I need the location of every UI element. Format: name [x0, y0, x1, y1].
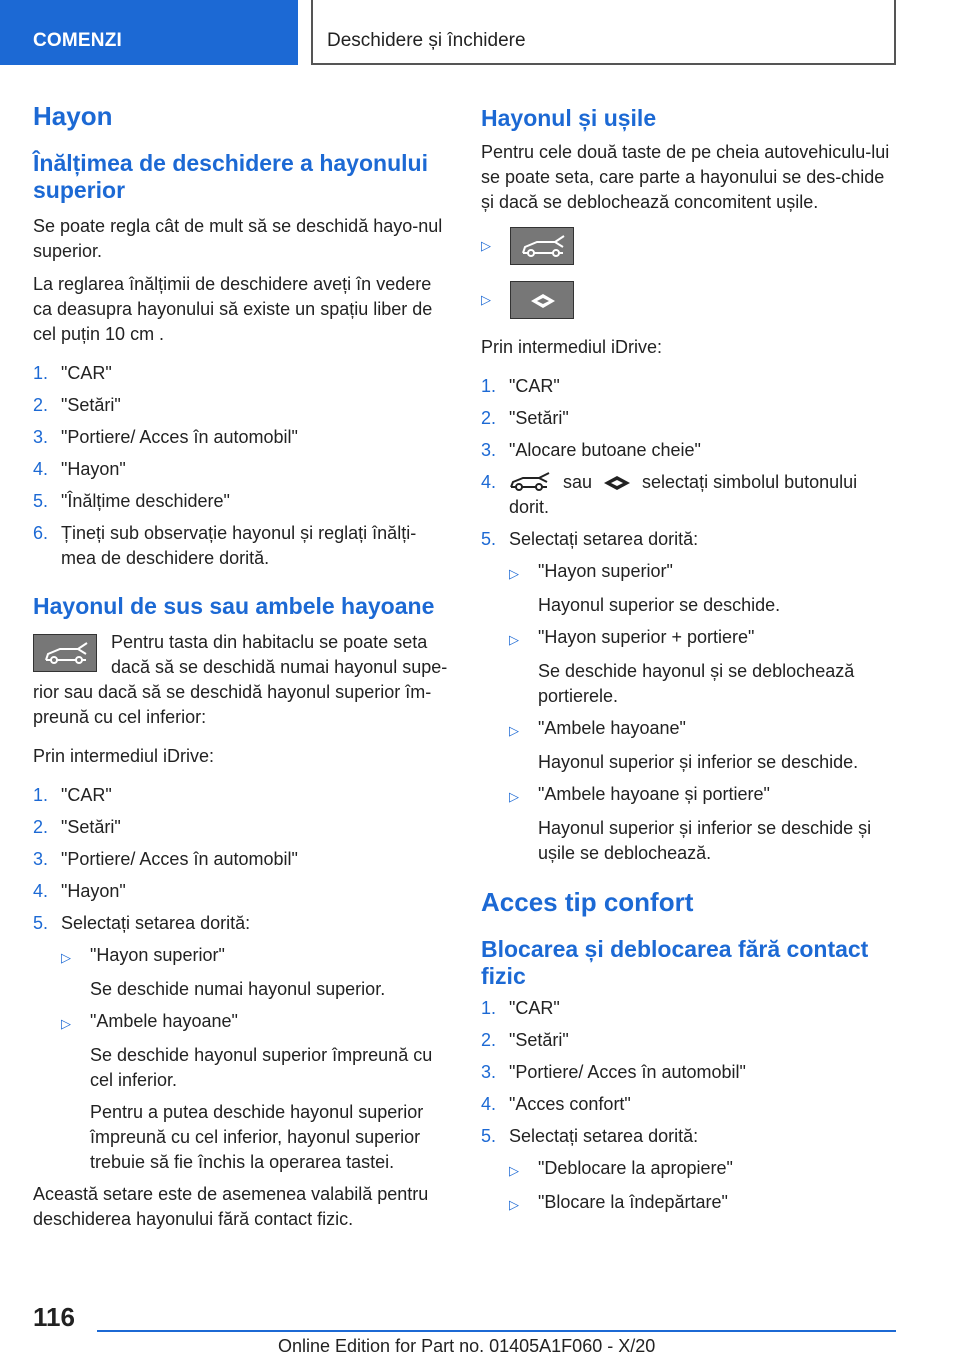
sub-item: ▷ "Deblocare la apropiere": [509, 1156, 899, 1183]
sub-list: [509, 559, 899, 866]
list-item: 3. "Portiere/ Acces în automobil": [481, 1062, 746, 1082]
left-column: [33, 100, 451, 1240]
heading-tailgate-doors: Hayonul și ușile: [481, 105, 657, 131]
numbered-list: [33, 783, 451, 936]
list-item: 6. Țineți sub observație hayonul și reglați înălți-mea de deschidere dorită.: [33, 523, 417, 568]
list-item: 4. "Acces confort": [481, 1094, 631, 1114]
sub-item: ▷ "Hayon superior": [61, 943, 451, 970]
heading-upper-or-both: Hayonul de sus sau ambele hayoane: [33, 593, 435, 619]
list-item: 1. "CAR": [481, 998, 560, 1018]
list-item: 4. "Hayon": [33, 881, 126, 901]
list-item: 3. "Portiere/ Acces în automobil": [33, 427, 298, 447]
sub-item: ▷ "Ambele hayoane": [61, 1009, 451, 1036]
triangle-bullet-icon: ▷: [481, 292, 491, 307]
triangle-bullet-icon: ▷: [509, 566, 519, 581]
list-item: 5. "Înălțime deschidere": [33, 491, 230, 511]
chapter-tab: [311, 0, 896, 65]
heading-contactless-lock: Blocarea și deblocarea fără contact fizic: [481, 936, 869, 989]
bmw-key-icon: [600, 473, 634, 493]
list-item: 3. "Alocare butoane cheie": [481, 440, 701, 460]
section-label: COMENZI: [33, 30, 123, 51]
list-item: 5. Selectați setarea dorită:: [33, 913, 251, 933]
triangle-bullet-icon: ▷: [509, 632, 519, 647]
paragraph: Această setare este de asemenea valabilă pentru deschiderea hayonului fără contact fizic.: [33, 1184, 429, 1229]
right-column: [481, 100, 899, 1224]
list-item: 2. "Setări": [481, 1030, 569, 1050]
page-number: 116: [33, 1302, 75, 1332]
triangle-bullet-icon: ▷: [61, 950, 71, 965]
paragraph: Pentru tasta din habitaclu se poate seta dacă să se deschidă numai hayonul supe-rior sau dacă să se deschidă hayonul superior îm-preună cu cel inferior:: [33, 632, 448, 727]
bmw-key-icon: [510, 281, 574, 319]
numbered-list: [33, 361, 451, 571]
sub-item: ▷ "Ambele hayoane": [509, 716, 899, 743]
sub-item-desc: Pentru a putea deschide hayonul superior împreună cu cel inferior, hayonul superior trebuie să fie închis la operarea tastei.: [90, 1102, 424, 1172]
triangle-bullet-icon: ▷: [509, 1163, 519, 1178]
sub-item-desc: Hayonul superior și inferior se deschide.: [538, 752, 859, 772]
sub-item-desc: Se deschide hayonul superior împreună cu cel inferior.: [90, 1045, 433, 1090]
footer-divider: [97, 1330, 896, 1332]
list-item: 1. "CAR": [33, 785, 112, 805]
list-item: 4. "Hayon": [33, 459, 126, 479]
triangle-bullet-icon: ▷: [509, 1197, 519, 1212]
section-tab: [0, 0, 298, 65]
heading-opening-height: Înălțimea de deschidere a hayonului superior: [33, 150, 428, 203]
numbered-list: [481, 374, 899, 552]
paragraph: Prin intermediul iDrive:: [33, 746, 215, 766]
sub-item-desc: Hayonul superior se deschide.: [538, 595, 781, 615]
sub-item: ▷ "Blocare la îndepărtare": [509, 1190, 899, 1217]
chapter-label: Deschidere și închidere: [327, 30, 526, 51]
list-item: 4. sau selectați simbolul butonului dorit.: [481, 472, 858, 517]
heading-comfort-access: Acces tip confort: [481, 887, 694, 917]
list-item: 2. "Setări": [481, 408, 569, 428]
list-item: 5. Selectați setarea dorită:: [481, 1126, 699, 1146]
list-item: 3. "Portiere/ Acces în automobil": [33, 849, 298, 869]
sub-item: ▷ "Hayon superior": [509, 559, 899, 586]
sub-list: [509, 1156, 899, 1217]
triangle-bullet-icon: ▷: [509, 789, 519, 804]
list-item: 2. "Setări": [33, 395, 121, 415]
triangle-bullet-icon: ▷: [481, 238, 491, 253]
paragraph: La reglarea înălțimii de deschidere aveți în vedere ca deasupra hayonului să existe un spațiu liber de cel puțin 10 cm .: [33, 274, 433, 344]
list-item: 5. Selectați setarea dorită:: [481, 529, 699, 549]
sub-item: ▷ "Ambele hayoane și portiere": [509, 782, 899, 809]
triangle-bullet-icon: ▷: [509, 723, 519, 738]
sub-item-desc: Se deschide hayonul și se deblochează portierele.: [538, 661, 855, 706]
numbered-list: [481, 996, 899, 1149]
key-button-item: [481, 227, 899, 265]
paragraph: Prin intermediul iDrive:: [481, 337, 663, 357]
list-item: 2. "Setări": [33, 817, 121, 837]
paragraph: Se poate regla cât de mult să se deschidă hayo-nul superior.: [33, 216, 443, 261]
heading-hayon: Hayon: [33, 101, 113, 131]
sub-item-desc: Se deschide numai hayonul superior.: [90, 979, 386, 999]
paragraph: Pentru cele două taste de pe cheia autovehiculu-lui se poate seta, care parte a hayonului se des-chide și dacă se deblochează concomitent ușile.: [481, 142, 890, 212]
tailgate-key-icon: [510, 227, 574, 265]
sub-item: ▷ "Hayon superior + portiere": [509, 625, 899, 652]
list-item: 1. "CAR": [481, 376, 560, 396]
list-item: 1. "CAR": [33, 363, 112, 383]
sub-item-desc: Hayonul superior și inferior se deschide și ușile se deblochează.: [538, 818, 872, 863]
key-button-item: [481, 281, 899, 319]
tailgate-icon: [509, 472, 555, 494]
sub-list: [61, 943, 451, 1175]
triangle-bullet-icon: ▷: [61, 1016, 71, 1031]
tailgate-button-icon: [33, 634, 97, 672]
edition-label: Online Edition for Part no. 01405A1F060 - X/20: [278, 1336, 656, 1356]
